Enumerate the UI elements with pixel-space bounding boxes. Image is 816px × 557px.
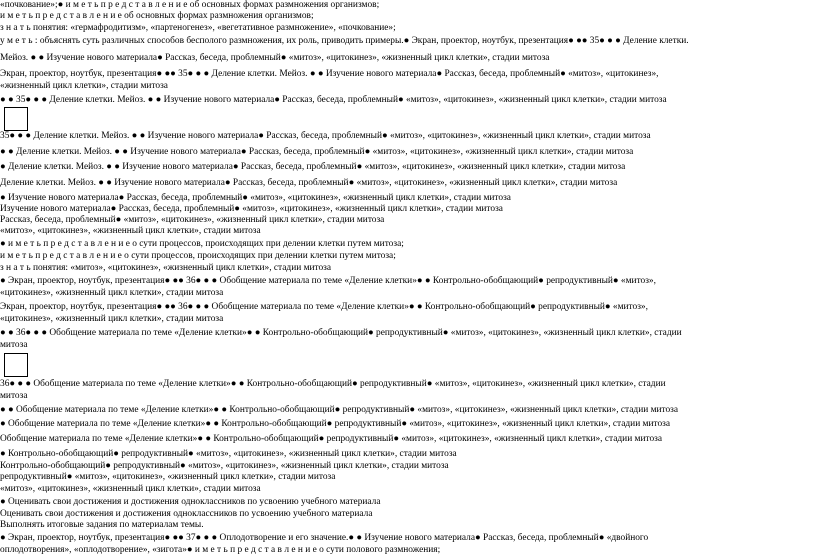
text-line: ● Обобщение материала по теме «Деление клетки»● ● Контрольно-обобщающий● репродуктивный● «митоз», «цитокинез», «жизненный цикл клетки», стадии митоза (0, 419, 671, 429)
text-line: репродуктивный● «митоз», «цитокинез», «жизненный цикл клетки», стадии митоза (0, 472, 336, 482)
text-line: ● ● 35● ● ● Деление клетки. Мейоз. ● ● Изучение нового материала● Рассказ, беседа, проблемный● «митоз», «цитокинез», «жизненный цикл клетки», стадии митоза (0, 95, 667, 105)
text-line: ● Контрольно-обобщающий● репродуктивный● «митоз», «цитокинез», «жизненный цикл клетки», стадии митоза (0, 449, 457, 459)
text-line: Изучение нового материала● Рассказ, беседа, проблемный● «митоз», «цитокинез», «жизненный цикл клетки», стадии митоза (0, 204, 503, 214)
text-line: з н а т ь понятия: «гермафродитизм», «партеногенез», «вегетативное размножение», «почкование»; (0, 23, 396, 33)
text-line: ● Оценивать свои достижения и достижения одноклассников по усвоению учебного материала (0, 497, 381, 507)
text-line: и м е т ь п р е д с т а в л е н и е об основных формах размножения организмов; (0, 11, 314, 21)
table-cell-box (4, 107, 28, 131)
text-line: оплодотворения», «оплодотворение», «зигота»● и м е т ь п р е д с т а в л е н и е о сути полового размножения; (0, 545, 441, 555)
text-line: Рассказ, беседа, проблемный● «митоз», «цитокинез», «жизненный цикл клетки», стадии митоза (0, 215, 385, 225)
text-line: ● ● 36● ● ● Обобщение материала по теме «Деление клетки»● ● Контрольно-обобщающий● репродуктивный● «митоз», «цитокинез», «жизненный цикл клетки», стадии (0, 328, 682, 338)
text-line: Выполнять итоговые задания по материалам темы. (0, 520, 204, 530)
text-line: ● и м е т ь п р е д с т а в л е н и е о сути процессов, происходящих при делении клетки путем митоза; (0, 239, 404, 249)
text-line: ● Экран, проектор, ноутбук, презентация● ●● 36● ● ● Обобщение материала по теме «Деление клетки»● ● Контрольно-обобщающий● репродуктивный● «митоз», (0, 276, 656, 286)
text-line: митоза (0, 340, 28, 350)
text-line: ● Экран, проектор, ноутбук, презентация● ●● 37● ● ● Оплодотворение и его значение.● ● Изучение нового материала● Рассказ, беседа, проблемный● «двойного (0, 533, 649, 543)
text-line: з н а т ь понятия: «митоз», «цитокинез», «жизненный цикл клетки», стадии митоза (0, 263, 332, 273)
text-line: «цитокинез», «жизненный цикл клетки», стадии митоза (0, 314, 224, 324)
text-line: «почкование»;● и м е т ь п р е д с т а в л е н и е об основных формах размножения организмов; (0, 0, 380, 10)
text-line: Экран, проектор, ноутбук, презентация● ●● 35● ● ● Деление клетки. Мейоз. ● ● Изучение нового материала● Рассказ, беседа, проблемный● «митоз», «цитокинез», (0, 69, 659, 79)
text-line: «митоз», «цитокинез», «жизненный цикл клетки», стадии митоза (0, 484, 261, 494)
text-line: «митоз», «цитокинез», «жизненный цикл клетки», стадии митоза (0, 226, 261, 236)
text-line: ● ● Обобщение материала по теме «Деление клетки»● ● Контрольно-обобщающий● репродуктивный● «митоз», «цитокинез», «жизненный цикл клетки», стадии митоза (0, 405, 679, 415)
text-line: «цитокинез», «жизненный цикл клетки», стадии митоза (0, 288, 224, 298)
text-line: 35● ● ● Деление клетки. Мейоз. ● ● Изучение нового материала● Рассказ, беседа, проблемный● «митоз», «цитокинез», «жизненный цикл клетки», стадии митоза (0, 131, 651, 141)
text-line: «жизненный цикл клетки», стадии митоза (0, 81, 168, 91)
text-line: Контрольно-обобщающий● репродуктивный● «митоз», «цитокинез», «жизненный цикл клетки», стадии митоза (0, 461, 449, 471)
text-line: Мейоз. ● ● Изучение нового материала● Рассказ, беседа, проблемный● «митоз», «цитокинез», «жизненный цикл клетки», стадии митоза (0, 53, 550, 63)
text-line: и м е т ь п р е д с т а в л е н и е о сути процессов, происходящих при делении клетки путем митоза; (0, 251, 396, 261)
text-line: ● Деление клетки. Мейоз. ● ● Изучение нового материала● Рассказ, беседа, проблемный● «митоз», «цитокинез», «жизненный цикл клетки», стадии митоза (0, 162, 626, 172)
text-line: Оценивать свои достижения и достижения одноклассников по усвоению учебного материала (0, 509, 373, 519)
text-line: 36● ● ● Обобщение материала по теме «Деление клетки»● ● Контрольно-обобщающий● репродуктивный● «митоз», «цитокинез», «жизненный цикл клетки», стадии (0, 379, 666, 389)
text-line: митоза (0, 391, 28, 401)
text-line: Экран, проектор, ноутбук, презентация● ●● 36● ● ● Обобщение материала по теме «Деление клетки»● ● Контрольно-обобщающий● репродуктивный● «митоз», (0, 302, 648, 312)
text-line: Обобщение материала по теме «Деление клетки»● ● Контрольно-обобщающий● репродуктивный● «митоз», «цитокинез», «жизненный цикл клетки», стадии митоза (0, 434, 663, 444)
text-line: ● ● Деление клетки. Мейоз. ● ● Изучение нового материала● Рассказ, беседа, проблемный● «митоз», «цитокинез», «жизненный цикл клетки», стадии митоза (0, 147, 634, 157)
text-line: у м е т ь : объяснять суть различных способов бесполого размножения, их роль, приводить примеры.● Экран, проектор, ноутбук, презентация● ●● 35● ● ● Деление клетки. (0, 36, 689, 46)
text-line: ● Изучение нового материала● Рассказ, беседа, проблемный● «митоз», «цитокинез», «жизненный цикл клетки», стадии митоза (0, 193, 511, 203)
table-cell-box (4, 353, 28, 377)
text-line: Деление клетки. Мейоз. ● ● Изучение нового материала● Рассказ, беседа, проблемный● «митоз», «цитокинез», «жизненный цикл клетки», стадии митоза (0, 178, 618, 188)
